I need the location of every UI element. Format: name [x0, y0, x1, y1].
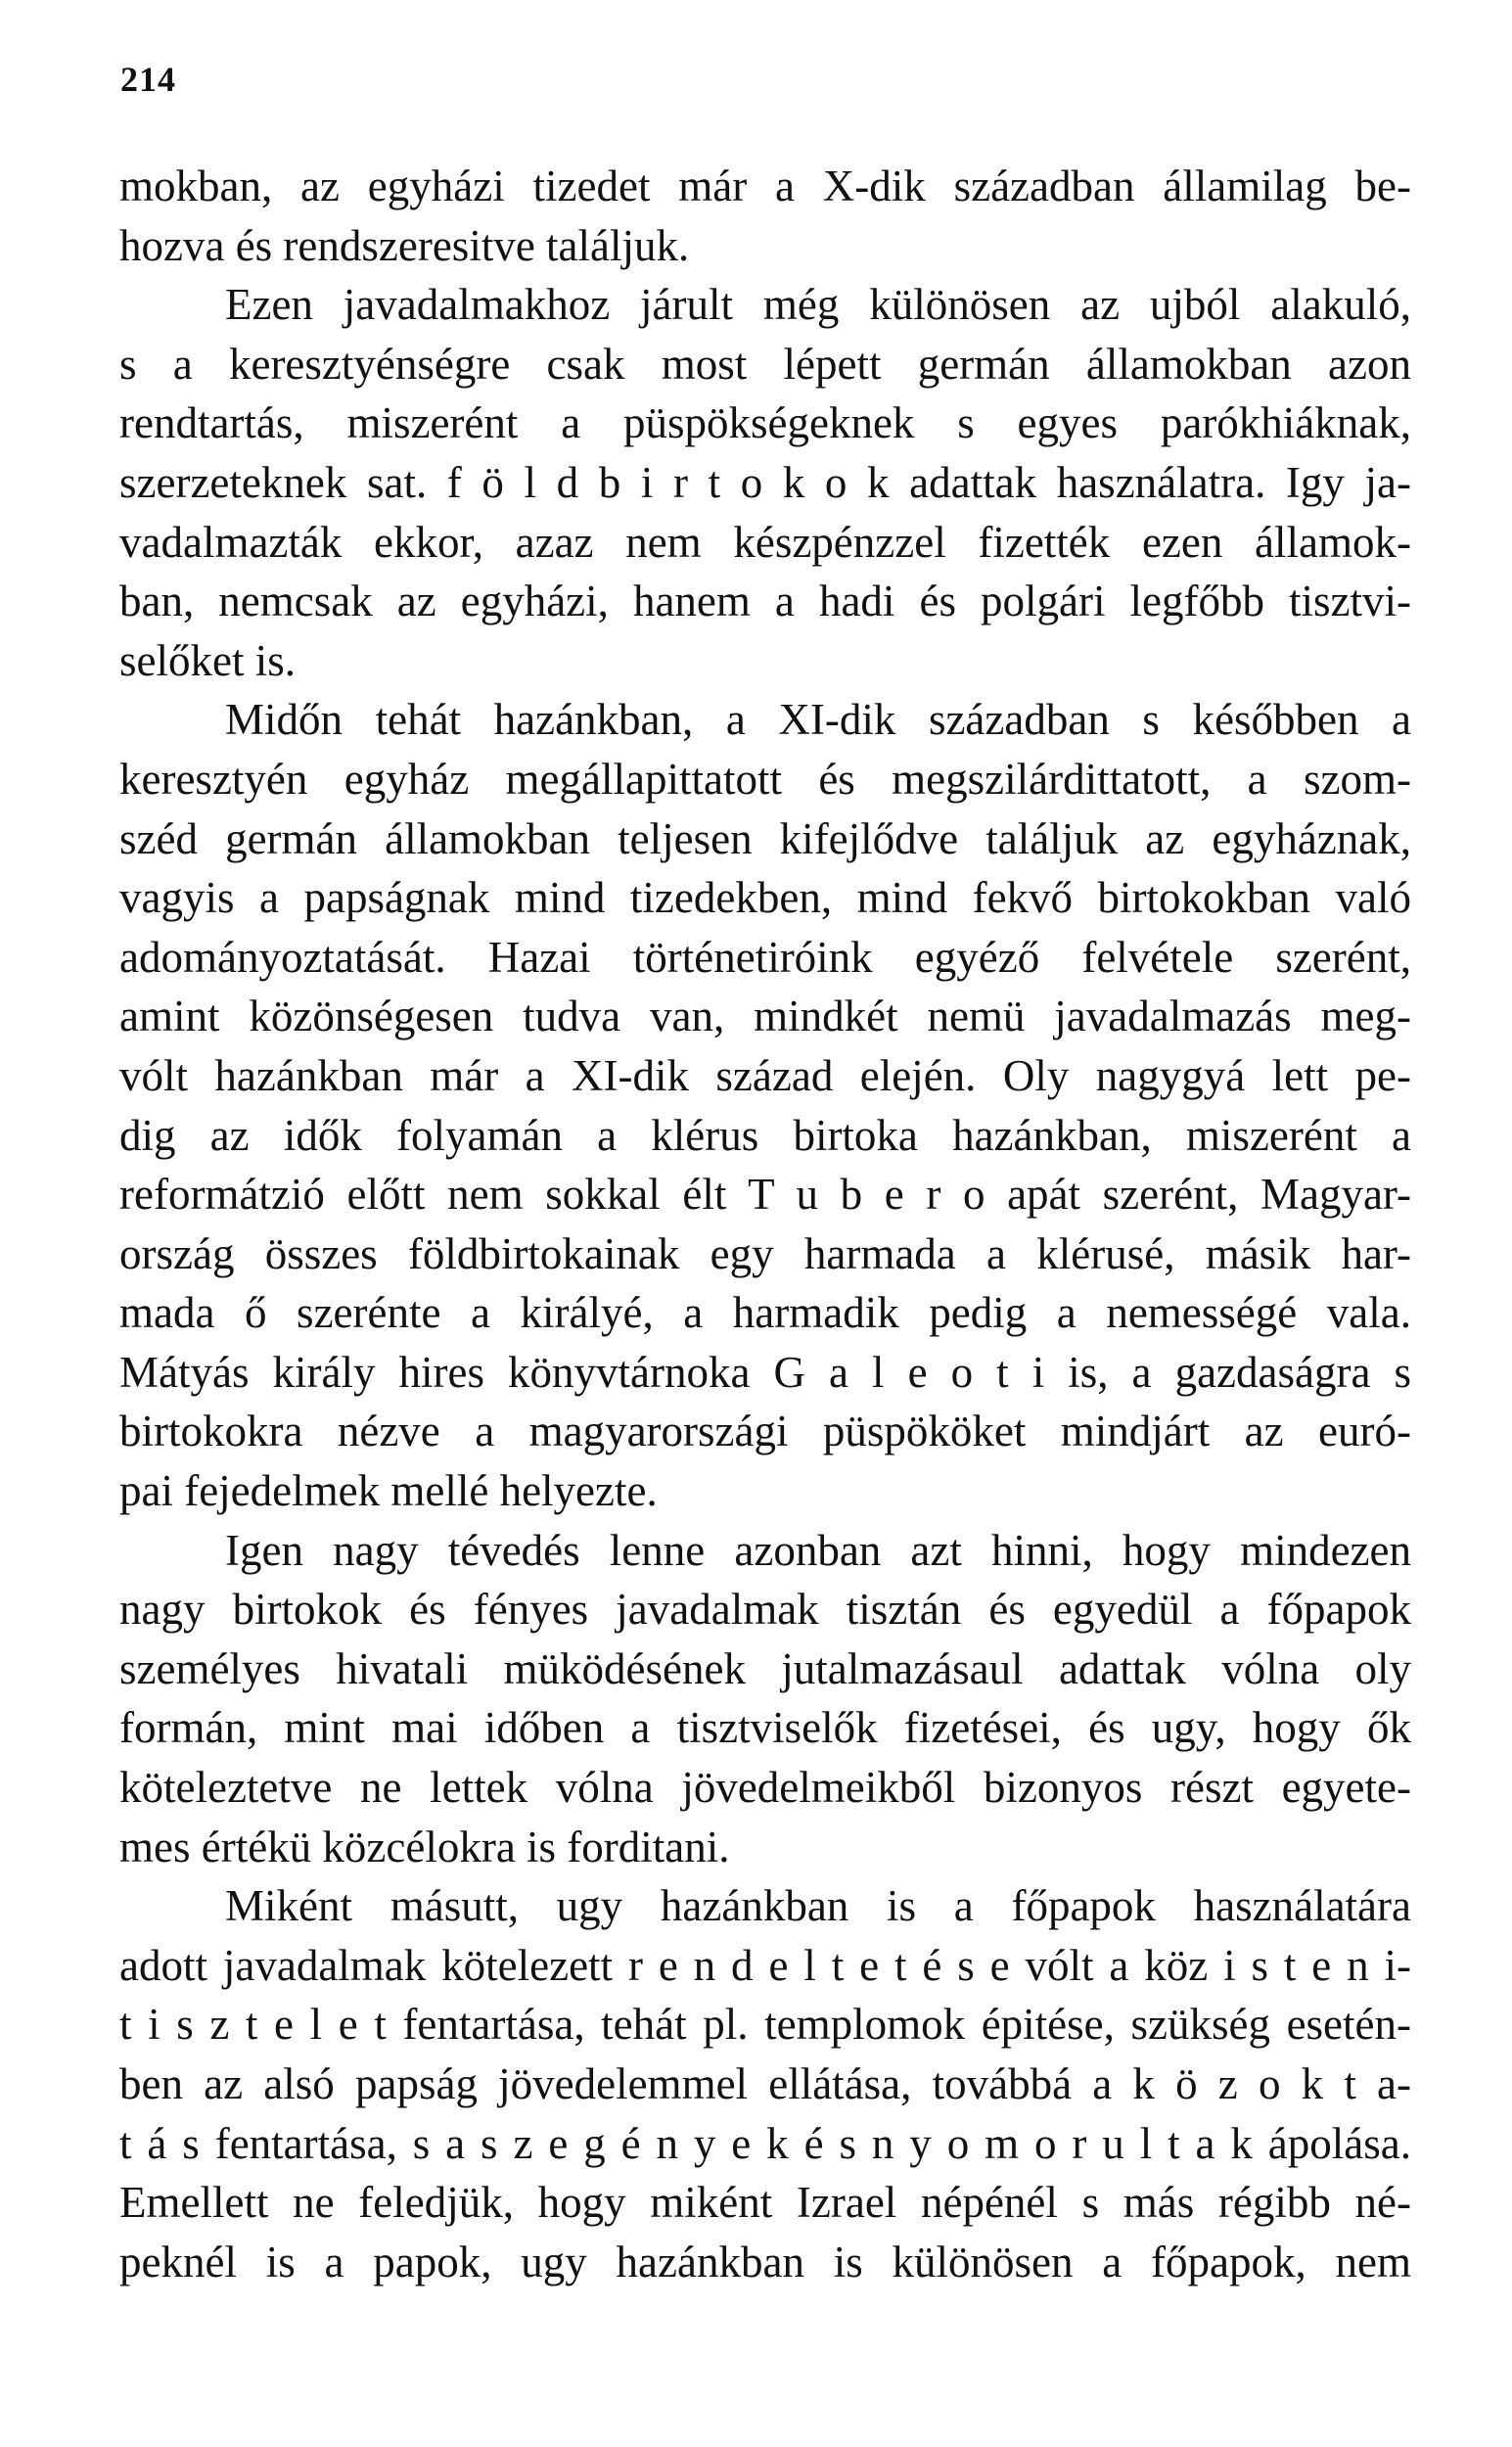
- text-line: t á s fentartása, s a s z e g é n y e k é s n y o m o r u l t a k ápolása.: [119, 2118, 1411, 2168]
- text-line: keresztyén egyház megállapittatott és megszilárdittatott, a szom-: [119, 754, 1411, 804]
- body-text: [119, 157, 1411, 2291]
- text-line: mes értékü közcélokra is forditani.: [119, 1822, 730, 1871]
- text-line: rendtartás, miszerént a püspökségeknek s egyes parókhiáknak,: [119, 398, 1411, 448]
- text-line: adott javadalmak kötelezett r e n d e l t e t é s e vólt a köz i s t e n i-: [119, 1940, 1411, 1990]
- text-line: formán, mint mai időben a tisztviselők fizetései, és ugy, hogy ők: [119, 1703, 1411, 1753]
- text-line: adományoztatását. Hazai történetiróink egyéző felvétele szerént,: [119, 932, 1411, 982]
- text-line: személyes hivatali müködésének jutalmazásaul adattak vólna oly: [119, 1643, 1411, 1693]
- text-line: nagy birtokok és fényes javadalmak tisztán és egyedül a főpapok: [119, 1585, 1411, 1635]
- text-line: mokban, az egyházi tizedet már a X-dik században államilag be-: [119, 162, 1411, 210]
- text-line: ország összes földbirtokainak egy harmada a klérusé, másik har-: [119, 1228, 1411, 1278]
- text-line: Igen nagy tévedés lenne azonban azt hinni, hogy mindezen: [225, 1525, 1411, 1575]
- text-line: széd germán államokban teljesen kifejlődve találjuk az egyháznak,: [119, 813, 1411, 863]
- text-line: Mátyás király hires könyvtárnoka G a l e o t i is, a gazdaságra s: [119, 1347, 1411, 1397]
- text-line: mada ő szerénte a királyé, a harmadik pedig a nemességé vala.: [119, 1288, 1411, 1338]
- text-line: pai fejedelmek mellé helyezte.: [119, 1466, 658, 1516]
- text-line: szerzeteknek sat. f ö l d b i r t o k o k adattak használatra. Igy ja-: [119, 457, 1411, 507]
- text-line: dig az idők folyamán a klérus birtoka hazánkban, miszerént a: [119, 1110, 1411, 1160]
- text-line: köteleztetve ne lettek vólna jövedelmeikből bizonyos részt egyete-: [119, 1763, 1411, 1813]
- text-line: t i s z t e l e t fentartása, tehát pl. templomok épitése, szükség esetén-: [119, 2000, 1411, 2050]
- text-line: vagyis a papságnak mind tizedekben, mind fekvő birtokokban való: [119, 873, 1411, 923]
- text-line: vadalmazták ekkor, azaz nem készpénzzel fizették ezen államok-: [119, 517, 1411, 567]
- text-line: peknél is a papok, ugy hazánkban is különösen a főpapok, nem: [119, 2237, 1411, 2286]
- text-line: selőket is.: [119, 635, 296, 685]
- text-line: s a keresztyénségre csak most lépett germán államokban azon: [119, 339, 1411, 389]
- text-line: reformátzió előtt nem sokkal élt T u b e r o apát szerént, Magyar-: [119, 1170, 1411, 1220]
- text-line: Ezen javadalmakhoz járult még különösen az ujból alakuló,: [225, 280, 1411, 330]
- text-line: Midőn tehát hazánkban, a XI-dik században s későbben a: [225, 695, 1411, 745]
- text-line: ban, nemcsak az egyházi, hanem a hadi és polgári legfőbb tisztvi-: [119, 577, 1411, 626]
- text-line: vólt hazánkban már a XI-dik század elején. Oly nagygyá lett pe-: [119, 1050, 1411, 1100]
- text-line: ben az alsó papság jövedelemmel ellátása, továbbá a k ö z o k t a-: [119, 2059, 1411, 2108]
- text-line: hozva és rendszeresitve találjuk.: [119, 220, 690, 270]
- page-number: 214: [120, 60, 176, 99]
- text-line: birtokokra nézve a magyarországi püspököket mindjárt az euró-: [119, 1407, 1411, 1456]
- text-line: Miként másutt, ugy hazánkban is a főpapok használatára: [225, 1881, 1411, 1931]
- text-line: Emellett ne feledjük, hogy miként Izrael népénél s más régibb né-: [119, 2178, 1411, 2228]
- text-line: amint közönségesen tudva van, mindkét nemü javadalmazás meg-: [119, 992, 1411, 1041]
